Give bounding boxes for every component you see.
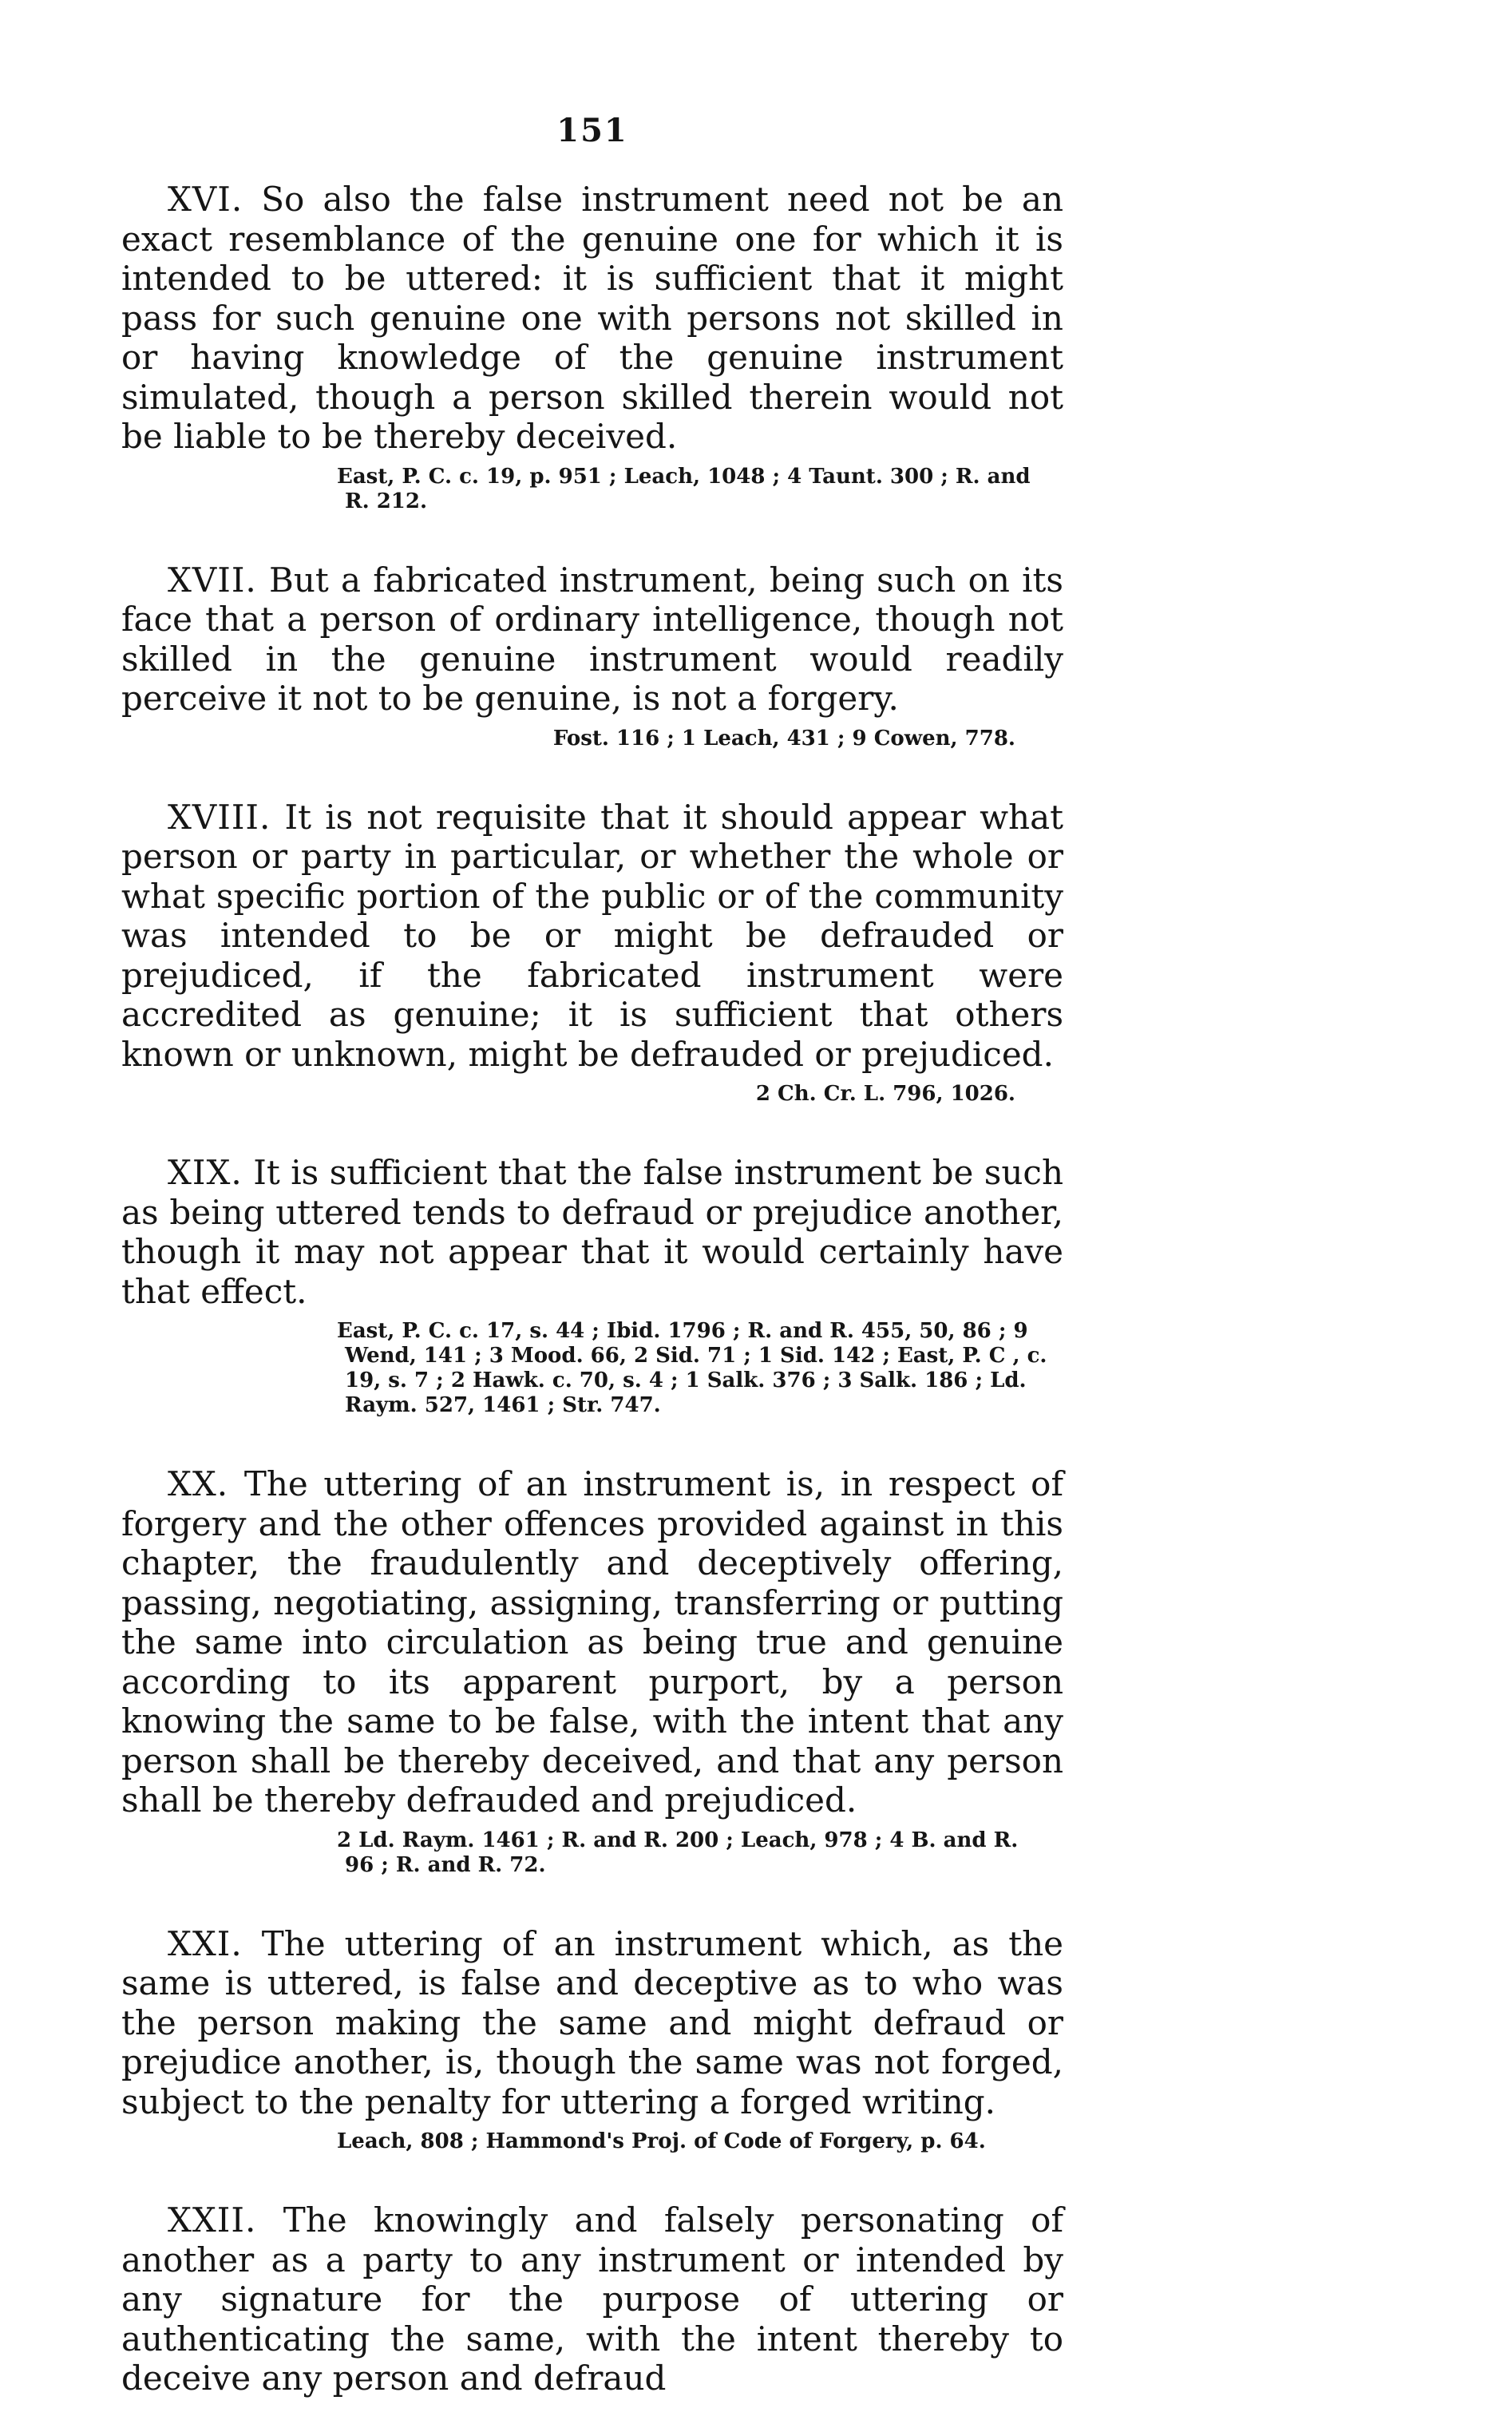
section-numeral: XVII. <box>168 560 257 600</box>
section-gap <box>121 1418 1063 1464</box>
section-numeral: XVI. <box>168 180 243 219</box>
section-xx <box>121 1464 1063 1878</box>
section-citation: Leach, 808 ; Hammond's Proj. of Code of Forgery, p. 64. <box>337 2129 986 2153</box>
section-xvi <box>121 180 1063 514</box>
section-gap <box>121 2154 1063 2200</box>
section-numeral: XXII. <box>168 2200 257 2240</box>
section-text: The uttering of an instrument which, as the same is uttered, is false and deceptive as to who was the person making the same and might defraud or prejudice another, is, though the same was not forged, subject to the penalty for uttering a forged writing. <box>121 1923 1063 2121</box>
section-numeral: XXI. <box>168 1923 243 1963</box>
section-xvii <box>121 560 1063 751</box>
book-page <box>121 112 1063 2398</box>
section-text: But a fabricated instrument, being such on its face that a person of ordinary intelligence, though not skilled in the genuine instrument would readily perceive it not to be genuine, is not a forgery. <box>121 560 1063 718</box>
section-numeral: XX. <box>168 1464 229 1503</box>
section-xxii <box>121 2200 1063 2398</box>
section-paragraph <box>121 180 1063 457</box>
section-paragraph <box>121 1464 1063 1820</box>
section-gap <box>121 1107 1063 1153</box>
section-text: It is not requisite that it should appear what person or party in particular, or whether the whole or what specific portion of the public or of the community was intended to be or might be defrauded or prejudiced, if the fabricated instrument were accredited as genuine; it is sufficient that others known or unknown, might be defrauded or prejudiced. <box>121 797 1063 1074</box>
section-gap <box>121 1878 1063 1924</box>
section-citation: 2 Ch. Cr. L. 796, 1026. <box>755 1082 1015 1106</box>
section-paragraph <box>121 798 1063 1075</box>
section-citation: 2 Ld. Raym. 1461 ; R. and R. 200 ; Leach, 978 ; 4 B. and R. 96 ; R. and R. 72. <box>337 1828 1019 1877</box>
page-number: 151 <box>556 112 628 149</box>
section-gap <box>121 751 1063 798</box>
section-xxi <box>121 1924 1063 2155</box>
section-citation: East, P. C. c. 17, s. 44 ; Ibid. 1796 ; R. and R. 455, 50, 86 ; 9 Wend, 141 ; 3 Mood. 66, 2 Sid. 71 ; 1 Sid. 142 ; East, P. C , c. 19, s. 7 ; 2 Hawk. c. 70, s. 4 ; 1 Salk. 376 ; 3 Salk. 186 ; Ld. Raym. 527, 1461 ; Str. 747. <box>337 1319 1047 1417</box>
section-paragraph <box>121 1153 1063 1311</box>
section-text: The knowingly and falsely personating of another as a party to any instrument or intended by any signature for the purpose of uttering or authenticating the same, with the intent thereby to deceive any person and defraud <box>121 2200 1063 2398</box>
section-citation: East, P. C. c. 19, p. 951 ; Leach, 1048 ; 4 Taunt. 300 ; R. and R. 212. <box>337 464 1031 513</box>
section-paragraph <box>121 1924 1063 2122</box>
section-text: The uttering of an instrument is, in respect of forgery and the other offences provided against in this chapter, the fraudulently and deceptively offering, passing, negotiating, assigning, transferring or putting the same into circulation as being true and genuine according to its apparent purport, by a person knowing the same to be false, with the intent that any person shall be thereby deceived, and that any person shall be thereby defrauded and prejudiced. <box>121 1464 1063 1820</box>
section-text: It is sufficient that the false instrument be such as being uttered tends to defraud or prejudice another, though it may not appear that it would certainly have that effect. <box>121 1153 1063 1311</box>
section-citation: Fost. 116 ; 1 Leach, 431 ; 9 Cowen, 778. <box>552 726 1015 751</box>
section-xviii <box>121 798 1063 1107</box>
section-text: So also the false instrument need not be an exact resemblance of the genuine one for which it is intended to be uttered: it is sufficient that it might pass for such genuine one with persons not skilled in or having knowledge of the genuine instrument simulated, though a person skilled therein would not be liable to be thereby deceived. <box>121 180 1063 456</box>
section-paragraph <box>121 560 1063 719</box>
section-numeral: XIX. <box>168 1153 243 1192</box>
section-paragraph <box>121 2200 1063 2398</box>
section-gap <box>121 514 1063 560</box>
section-numeral: XVIII. <box>168 797 271 837</box>
section-xix <box>121 1153 1063 1418</box>
